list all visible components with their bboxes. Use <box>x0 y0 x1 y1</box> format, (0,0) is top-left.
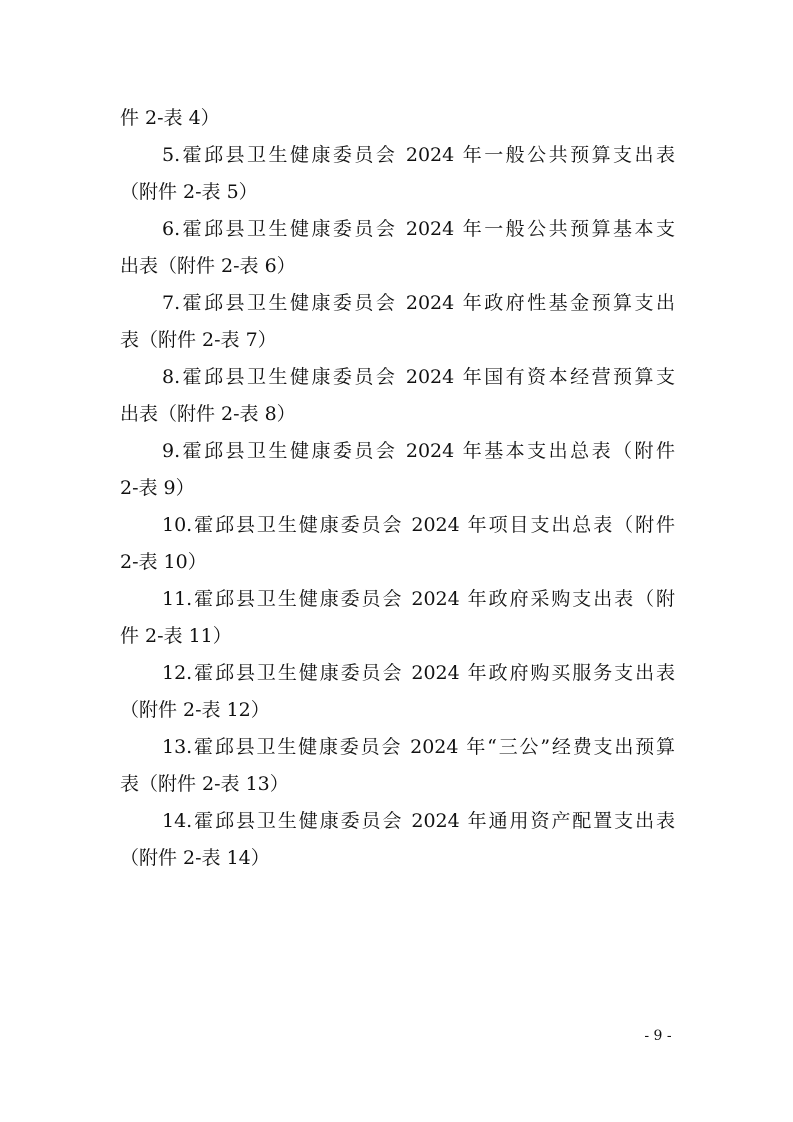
list-item-continuation-line: 件 2-表 11） <box>120 625 232 647</box>
list-item-heading-line: 9.霍邱县卫生健康委员会 2024 年基本支出总表（附件 <box>162 440 675 462</box>
list-item-continuation-line: （附件 2-表 5） <box>120 181 258 203</box>
list-item-continuation-line: 出表（附件 2-表 8） <box>120 403 296 425</box>
list-item-heading-line: 12.霍邱县卫生健康委员会 2024 年政府购买服务支出表 <box>162 662 675 684</box>
list-item-continuation-line: 表（附件 2-表 7） <box>120 329 277 351</box>
list-item-continuation-line: 件 2-表 4） <box>120 107 220 129</box>
list-item-heading-line: 8.霍邱县卫生健康委员会 2024 年国有资本经营预算支 <box>162 366 675 388</box>
list-item-heading-line: 5.霍邱县卫生健康委员会 2024 年一般公共预算支出表 <box>162 144 675 166</box>
list-item-continuation-line: 2-表 9） <box>120 477 195 499</box>
document-body <box>120 100 675 877</box>
list-item-heading-line: 10.霍邱县卫生健康委员会 2024 年项目支出总表（附件 <box>162 514 675 536</box>
list-item-continuation-line: 表（附件 2-表 13） <box>120 773 289 795</box>
list-item-continuation-line: （附件 2-表 14） <box>120 847 270 869</box>
list-item-heading-line: 11.霍邱县卫生健康委员会 2024 年政府采购支出表（附 <box>162 588 675 610</box>
list-item-continuation-line: （附件 2-表 12） <box>120 699 270 721</box>
list-item-heading-line: 13.霍邱县卫生健康委员会 2024 年“三公”经费支出预算 <box>162 736 675 758</box>
list-item-continuation-line: 出表（附件 2-表 6） <box>120 255 296 277</box>
list-item-heading-line: 6.霍邱县卫生健康委员会 2024 年一般公共预算基本支 <box>162 218 675 240</box>
list-item-heading-line: 7.霍邱县卫生健康委员会 2024 年政府性基金预算支出 <box>162 292 675 314</box>
list-item-heading-line: 14.霍邱县卫生健康委员会 2024 年通用资产配置支出表 <box>162 810 675 832</box>
page-number: - 9 - <box>644 1028 672 1044</box>
list-item-continuation-line: 2-表 10） <box>120 551 207 573</box>
